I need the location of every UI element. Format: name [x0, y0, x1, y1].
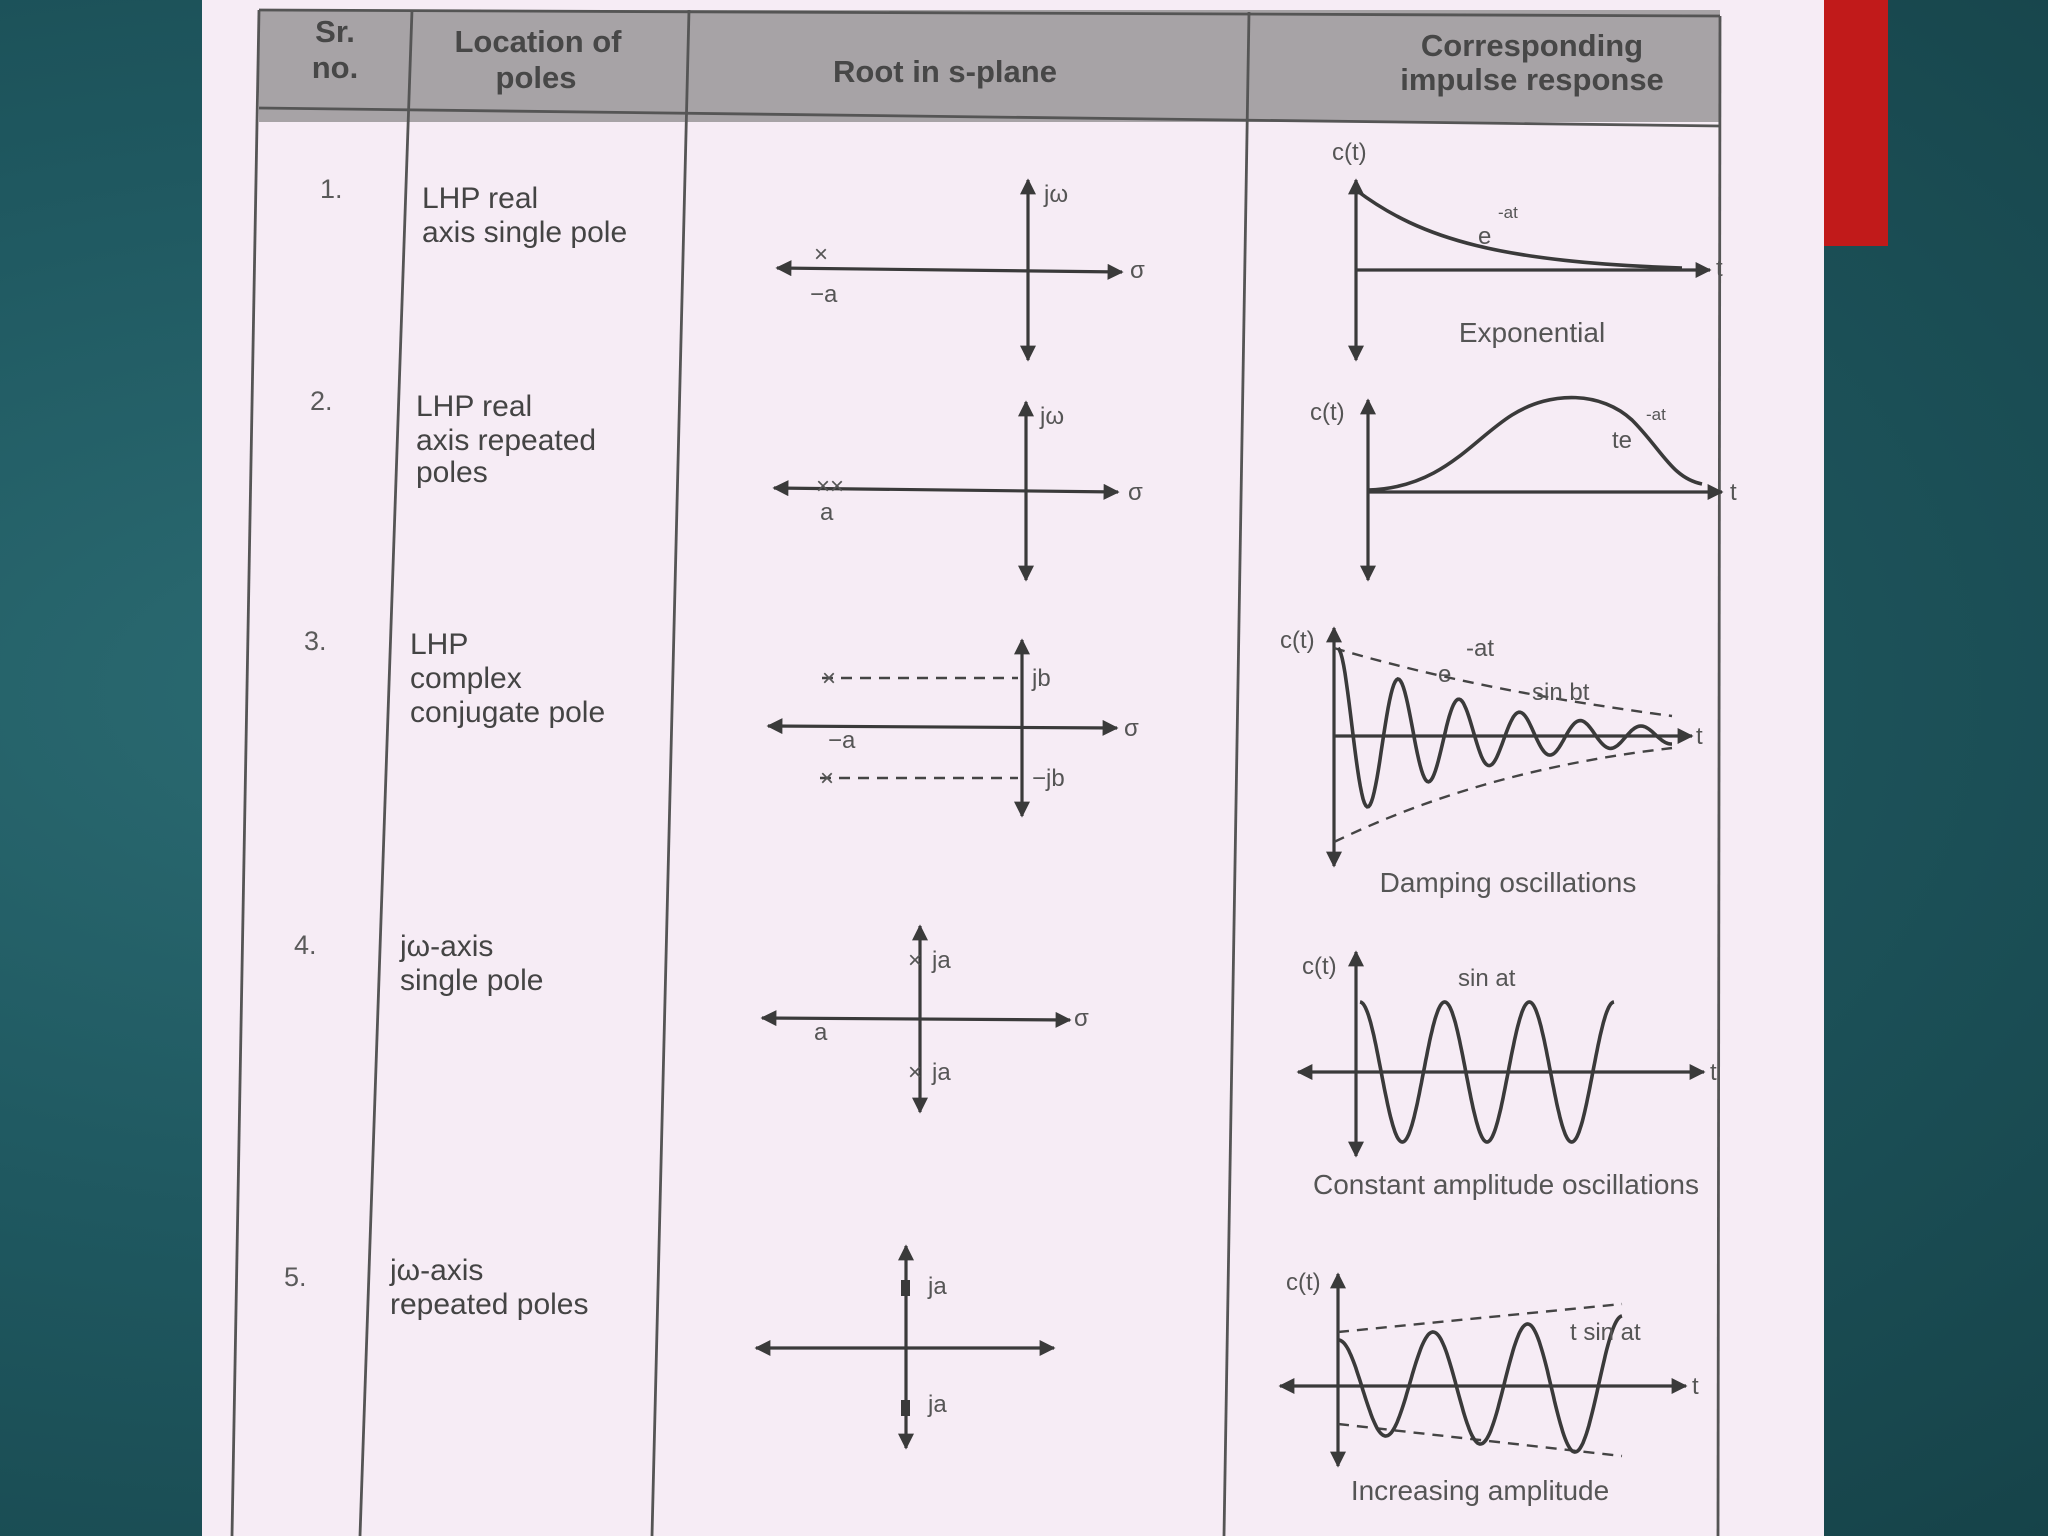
row-1 — [320, 139, 1723, 360]
row-4-pole-label: a — [814, 1019, 828, 1046]
row-2-sigma-label: σ — [1128, 479, 1143, 506]
row-5-eq: t sin at — [1570, 1319, 1641, 1346]
row-5-response — [1280, 1269, 1699, 1506]
row-3 — [304, 626, 1703, 898]
row-4-lower-pole-mark: × — [908, 1059, 923, 1086]
row-5-caption: Increasing amplitude — [1350, 1475, 1610, 1506]
row-2-ylabel: c(t) — [1310, 399, 1345, 426]
row-1-pole-label: −a — [810, 281, 838, 308]
row-2-eq-sup: -at — [1646, 405, 1666, 424]
row-4-response — [1298, 952, 1717, 1200]
row-1-eq-base: e — [1478, 223, 1492, 250]
row-3-upper-label: jb — [1032, 665, 1051, 692]
row-3-location-line3: conjugate pole — [410, 696, 606, 729]
header-response-line1: Corresponding — [1420, 28, 1644, 63]
row-2-sr: 2. — [310, 386, 333, 416]
row-3-lower-pole-mark: × — [820, 765, 835, 792]
row-3-upper-pole-mark: × — [822, 665, 837, 692]
row-2-eq-base: te — [1612, 427, 1633, 454]
row-5 — [284, 1246, 1699, 1506]
row-4-upper-pole-mark: × — [908, 947, 923, 974]
row-3-sigma-label: σ — [1124, 715, 1139, 742]
row-1-exponential-curve — [1356, 190, 1682, 268]
row-4-eq: sin at — [1458, 965, 1516, 992]
row-3-pole-label: −a — [828, 727, 856, 754]
row-2-location-line3: poles — [416, 456, 488, 489]
row-4-sigma-label: σ — [1074, 1005, 1089, 1032]
row-1-response — [1332, 139, 1723, 360]
header-root: Root in s-plane — [833, 54, 1057, 89]
row-3-location-line1: LHP — [410, 628, 469, 661]
row-1-jw-label: jω — [1044, 181, 1069, 208]
row-2-xlabel: t — [1730, 479, 1737, 506]
row-3-sr: 3. — [304, 626, 327, 656]
document-page — [202, 0, 1824, 1536]
poles-table — [202, 0, 1824, 1536]
row-5-upper-label: ja — [928, 1273, 947, 1300]
row-1-xlabel: t — [1716, 255, 1723, 282]
row-5-location-line2: repeated poles — [390, 1288, 589, 1321]
row-1-ylabel: c(t) — [1332, 139, 1367, 166]
row-5-splane — [756, 1246, 1054, 1448]
row-2 — [310, 386, 1737, 580]
row-4-lower-label: ja — [932, 1059, 951, 1086]
row-3-lower-label: −jb — [1032, 765, 1065, 792]
header-location-line2: poles — [495, 60, 577, 95]
row-5-xlabel: t — [1692, 1373, 1699, 1400]
header-response-line2: impulse response — [1400, 62, 1664, 97]
row-1-location-line2: axis single pole — [422, 216, 628, 249]
red-accent-bar — [1824, 0, 1888, 246]
row-3-location-line2: complex — [410, 662, 522, 695]
row-4-sr: 4. — [294, 930, 317, 960]
row-3-eq-sin: sin bt — [1532, 679, 1590, 706]
row-2-location-line2: axis repeated — [416, 424, 597, 457]
row-1-pole-mark: × — [814, 241, 829, 268]
row-2-jw-label: jω — [1040, 403, 1065, 430]
header-location-line1: Location of — [454, 24, 622, 59]
row-3-caption: Damping oscillations — [1379, 867, 1637, 898]
row-3-eq-base: e — [1438, 661, 1452, 688]
row-3-eq-sup: -at — [1466, 635, 1495, 662]
header-sr-line2: no. — [311, 50, 359, 85]
row-5-lower-label: ja — [928, 1391, 947, 1418]
row-5-ylabel: c(t) — [1286, 1269, 1321, 1296]
row-4-ylabel: c(t) — [1302, 953, 1337, 980]
row-1-splane — [777, 180, 1145, 360]
row-5-sr: 5. — [284, 1262, 307, 1292]
row-2-pole-mark: ×× — [816, 473, 845, 500]
row-4-xlabel: t — [1710, 1059, 1717, 1086]
row-1-sr: 1. — [320, 174, 343, 204]
row-3-damped-curve — [1338, 648, 1672, 807]
header-sr-line1: Sr. — [315, 14, 355, 49]
row-4-location-line1: jω-axis — [400, 930, 494, 963]
row-4-upper-label: ja — [932, 947, 951, 974]
row-2-splane — [774, 402, 1143, 580]
row-3-response — [1280, 627, 1703, 898]
row-5-location-line1: jω-axis — [390, 1254, 484, 1287]
row-1-sigma-label: σ — [1130, 257, 1145, 284]
row-3-xlabel: t — [1696, 723, 1703, 750]
row-2-response — [1310, 398, 1737, 580]
row-5-upper-pole-mark — [901, 1280, 910, 1296]
row-3-ylabel: c(t) — [1280, 627, 1315, 654]
row-5-lower-pole-mark — [901, 1400, 910, 1416]
row-3-splane — [768, 640, 1139, 816]
row-4 — [294, 926, 1717, 1200]
row-4-caption: Constant amplitude oscillations — [1313, 1169, 1699, 1200]
row-2-pole-label: a — [820, 499, 834, 526]
row-4-location-line2: single pole — [400, 964, 544, 997]
row-1-caption: Exponential — [1458, 317, 1606, 348]
row-1-location-line1: LHP real — [422, 182, 539, 215]
row-4-splane — [762, 926, 1089, 1112]
row-1-eq-sup: -at — [1498, 203, 1518, 222]
row-2-location-line1: LHP real — [416, 390, 533, 423]
